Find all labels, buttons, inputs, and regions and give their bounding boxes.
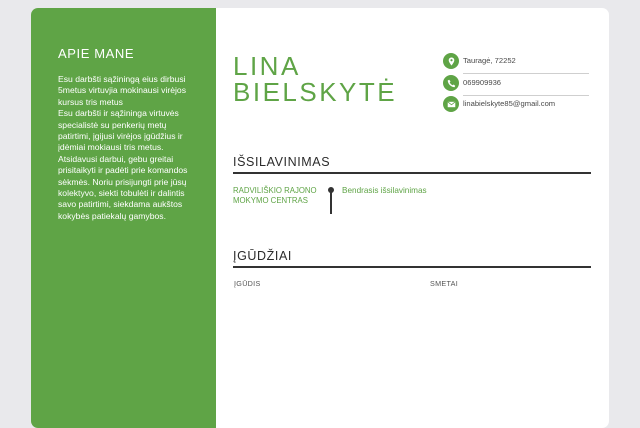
education-title: IŠSILAVINIMAS [233, 155, 331, 169]
sidebar [31, 8, 216, 428]
timeline-line [330, 192, 332, 214]
education-school: RADVILIŠKIO RAJONO MOKYMO CENTRAS [233, 186, 317, 205]
contact-phone-text: 069909936 [463, 78, 502, 87]
phone-icon [443, 75, 459, 91]
contact-location-text: Tauragė, 72252 [463, 56, 516, 65]
contact-email-text[interactable]: linabielskyte85@gmail.com [463, 99, 556, 108]
skills-column-years: SMETAI [430, 279, 459, 288]
about-heading: APIE MANE [58, 46, 135, 61]
contact-phone [443, 74, 589, 96]
contact-location [443, 52, 589, 74]
location-icon [443, 53, 459, 69]
about-text: Esu darbšti sąžiningą eius dirbusi 5metus virtuvjia mokinausi virėjos kursus tris metus Esu darbšti ir sąžininga virtuvės specialistė su penkerių metų patirtimi, įgijusi virėjos įgūdžius ir įdėmiai mokiausi tris metus. Atsidavusi darbui, gebu greitai prisitaikyti ir padėti prie komandos sėkmės. Noriu prisijungti prie jūsų kolektyvo, siekti tobulėti ir dalintis savo patirtimi, siekdama aukštos kokybės patiekalų gamybos. [58, 74, 188, 221]
email-icon [443, 96, 459, 112]
first-name: LINA [233, 51, 301, 81]
skills-title: ĮGŪDŽIAI [233, 249, 292, 263]
contact-email [443, 95, 589, 117]
skills-rule [233, 266, 591, 268]
education-rule [233, 172, 591, 174]
skills-column-skill: ĮGŪDIS [234, 279, 261, 288]
last-name: BIELSKYTĖ [233, 77, 398, 107]
education-degree: Bendrasis išsilavinimas [342, 186, 427, 195]
candidate-name [233, 53, 397, 105]
resume-page [31, 8, 609, 428]
